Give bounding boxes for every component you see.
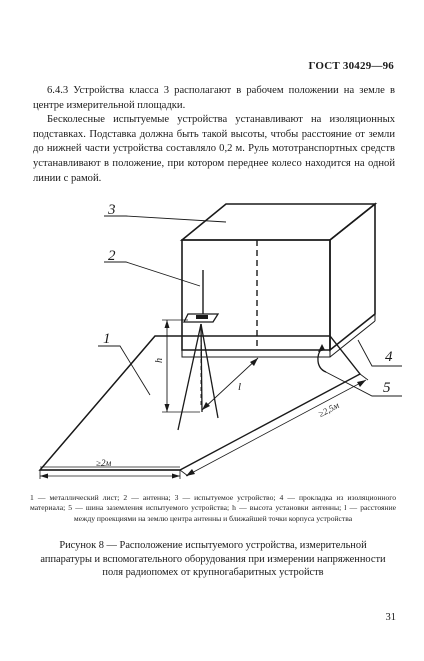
device-top-face [182, 204, 375, 240]
figure-caption: Рисунок 8 — Расположение испытуемого устройства, измерительной аппаратуры и вспомогательного оборудования при измерении напряженности поля радиопомех от крупногабаритных устройств [40, 540, 386, 579]
width-dimension: ≥2м [96, 458, 112, 468]
standard-header: ГОСТ 30429—96 [308, 60, 394, 72]
label-h: h [154, 358, 165, 363]
device-front-face [182, 240, 330, 350]
metal-sheet-outline [40, 336, 180, 470]
label-4: 4 [385, 349, 393, 365]
label-3: 3 [108, 202, 116, 218]
figure-drawing [0, 190, 424, 490]
label-2: 2 [108, 248, 116, 264]
depth-dimension: ≥2,5м [316, 400, 341, 420]
l-dimension-line [202, 358, 258, 410]
metal-sheet [40, 332, 352, 472]
leader-4 [358, 340, 402, 366]
insulating-pad [182, 350, 330, 357]
device-side-face [330, 204, 375, 350]
body-text [33, 84, 395, 186]
paragraph-1: 6.4.3 Устройства класса 3 располагают в рабочем положении на земле в центре измерительной площадки. [33, 85, 395, 111]
ground-plane [40, 336, 360, 470]
tripod-leg-3 [201, 324, 218, 418]
figure-8 [0, 190, 424, 490]
leader-2 [104, 262, 200, 286]
figure-legend: 1 — металлический лист; 2 — антенна; 3 — испытуемое устройство; 4 — прокладка из изоляционного материала; 5 — шина заземления испытуемого устройства; h — высота установки антенны; l — расстояние между проекциями на землю центра антенны и ближайшей точки корпуса устройства [30, 493, 396, 523]
paragraph-2: Бесколесные испытуемые устройства устанавливают на изоляционных подставках. Подставка должна быть такой высоты, чтобы расстояние от земли до нижней части устройства составляло 0,2 м. Руль мототранспортных средств устанавливают в положение, при котором переднее колесо находится на одной линии с рамой. [33, 114, 395, 184]
label-l: l [238, 381, 242, 393]
page-number: 31 [385, 612, 396, 623]
label-5: 5 [383, 380, 391, 396]
depth-dim-line [186, 380, 366, 476]
label-1: 1 [103, 331, 111, 347]
leader-1 [98, 346, 150, 395]
